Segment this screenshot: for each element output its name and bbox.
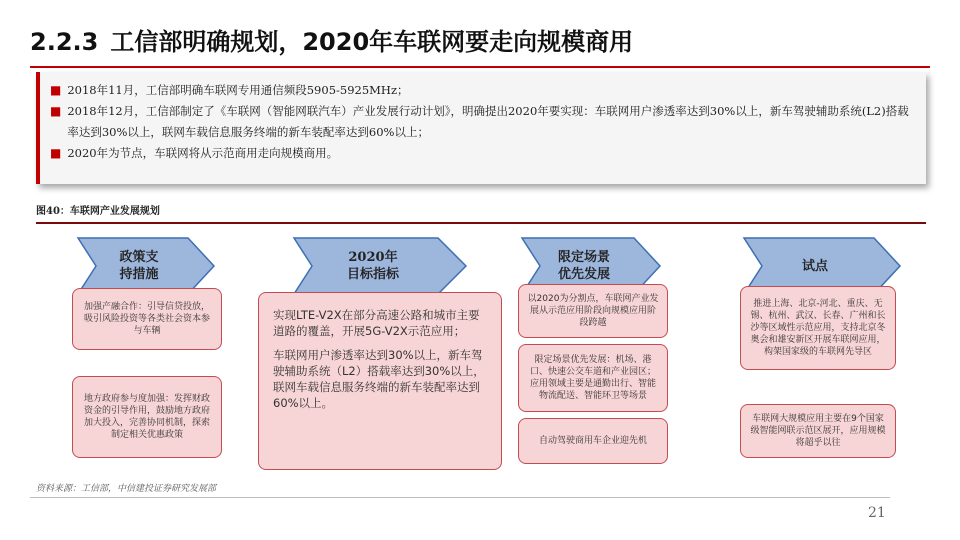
bullet-text: 2018年11月，工信部明确车联网专用通信频段5905-5925MHz； — [67, 83, 409, 97]
section-number: 2.2.3 — [30, 28, 99, 56]
bullet-text: 2020年为节点，车联网将从示范商用走向规模商用。 — [67, 146, 339, 160]
column-header: 政策支 持措施 — [119, 250, 159, 282]
page-number: 21 — [868, 505, 886, 521]
pilot-box: 推进上海、北京-河北、重庆、无锡、杭州、武汉、长春、广州和长沙等区域性示范应用，支持北京冬奥会和雄安新区开展车联网应用，构架国家级的车联网先导区 — [740, 286, 896, 370]
arrow-header-targets — [292, 236, 468, 296]
policy-box: 地方政府参与度加强：发挥财政资金的引导作用，鼓励地方政府加大投入，完善协同机制，探索制定相关优惠政策 — [72, 376, 222, 458]
source-note: 资料来源：工信部，中信建投证券研究发展部 — [36, 484, 217, 494]
figure-caption: 图40：车联网产业发展规划 — [36, 206, 160, 217]
arrow-header-policy — [76, 236, 216, 296]
summary-bullet — [50, 80, 912, 101]
figure-divider — [36, 222, 926, 224]
column-header: 试点 — [801, 258, 828, 274]
page-title — [30, 22, 633, 57]
pilot-box: 车联网大规模应用主要在9个国家级智能网联示范区展开，应用规模将超乎以往 — [740, 404, 896, 458]
summary-bullet — [50, 143, 912, 164]
summary-bullet — [50, 101, 912, 143]
bullet-marker-icon: ■ — [50, 83, 62, 97]
title-divider — [30, 66, 930, 68]
footer-divider — [30, 497, 890, 498]
title-text: 工信部明确规划，2020年车联网要走向规模商用 — [110, 28, 634, 56]
scenario-box: 以2020为分割点，车联网产业发展从示范应用阶段向规模应用阶段跨越 — [518, 284, 668, 338]
bullet-text: 2018年12月，工信部制定了《车联网（智能网联汽车）产业发展行动计划》，明确提出2020年要实现：车联网用户渗透率达到30%以上，新车驾驶辅助系统(L2)搭载率达到30%以上，联网车载信息服务终端的新车装配率达到60%以上； — [67, 104, 909, 139]
bullet-marker-icon: ■ — [50, 104, 62, 118]
target-text: 车联网用户渗透率达到30%以上，新车驾驶辅助系统（L2）搭载率达到30%以上，联网车载信息服务终端的新车装配率达到60%以上。 — [273, 348, 485, 410]
policy-box: 加强产融合作：引导信贷投放，吸引风险投资等各类社会资本参与车辆 — [72, 288, 222, 350]
column-header: 2020年 目标指标 — [346, 250, 399, 282]
scenario-box: 限定场景优先发展：机场、港口、快速公交车道和产业园区；应用领域主要是通勤出行、智能物流配送、智能环卫等场景 — [518, 344, 668, 412]
targets-box — [258, 292, 502, 470]
plan-diagram — [36, 228, 926, 478]
target-text: 实现LTE-V2X在部分高速公路和城市主要道路的覆盖，开展5G-V2X示范应用； — [273, 308, 480, 338]
scenario-box: 自动驾驶商用车企业迎先机 — [518, 418, 668, 464]
bullet-marker-icon: ■ — [50, 146, 62, 160]
summary-box — [36, 72, 926, 184]
column-header: 限定场景 优先发展 — [557, 250, 610, 282]
